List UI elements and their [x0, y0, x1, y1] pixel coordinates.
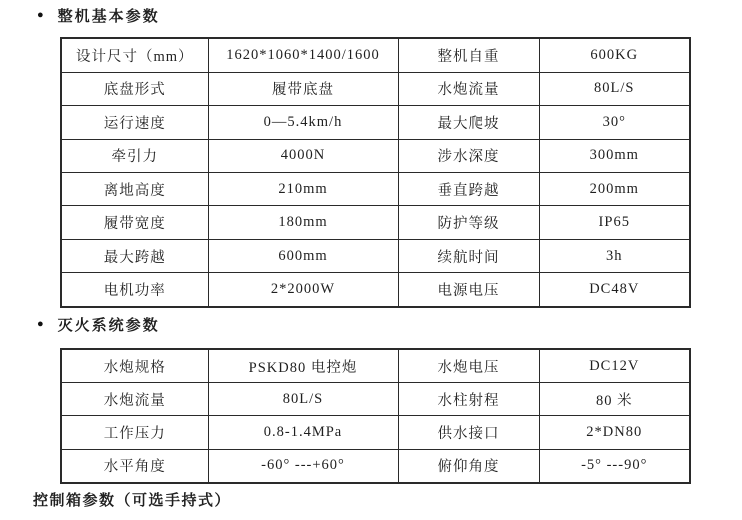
section-title-fire-system: 灭火系统参数: [57, 317, 160, 334]
param-label-cell: 涉水深度: [398, 139, 539, 172]
table-row: [61, 106, 690, 139]
param-label-cell: 底盘形式: [61, 72, 208, 105]
table-row: [61, 38, 690, 72]
param-label-cell: 垂直跨越: [398, 172, 539, 205]
param-value-cell: 600KG: [539, 38, 690, 72]
param-label-cell: 续航时间: [398, 239, 539, 272]
param-value-cell: 30°: [539, 106, 690, 139]
param-label-cell: 水柱射程: [398, 383, 539, 416]
param-value-cell: -5° ---90°: [539, 449, 690, 483]
param-label-cell: 水炮电压: [398, 349, 539, 383]
param-value-cell: PSKD80 电控炮: [208, 349, 398, 383]
param-value-cell: 300mm: [539, 139, 690, 172]
param-label-cell: 电源电压: [398, 273, 539, 307]
param-label-cell: 俯仰角度: [398, 449, 539, 483]
param-label-cell: 整机自重: [398, 38, 539, 72]
param-label-cell: 水平角度: [61, 449, 208, 483]
bullet-icon: ●: [37, 317, 44, 330]
table-row: [61, 273, 690, 307]
param-value-cell: IP65: [539, 206, 690, 239]
table-row: [61, 383, 690, 416]
param-label-cell: 水炮规格: [61, 349, 208, 383]
param-value-cell: 0.8-1.4MPa: [208, 416, 398, 449]
param-value-cell: 180mm: [208, 206, 398, 239]
param-label-cell: 离地高度: [61, 172, 208, 205]
param-value-cell: 2*2000W: [208, 273, 398, 307]
table-row: [61, 206, 690, 239]
param-label-cell: 最大跨越: [61, 239, 208, 272]
table-row: [61, 416, 690, 449]
table-row: [61, 72, 690, 105]
param-label-cell: 工作压力: [61, 416, 208, 449]
param-label-cell: 防护等级: [398, 206, 539, 239]
table-row: [61, 172, 690, 205]
table-row: [61, 449, 690, 483]
section-title-overall: 整机基本参数: [57, 8, 160, 25]
table-row: [61, 139, 690, 172]
param-label-cell: 水炮流量: [61, 383, 208, 416]
param-value-cell: DC48V: [539, 273, 690, 307]
param-label-cell: 履带宽度: [61, 206, 208, 239]
section-header-overall: [37, 6, 160, 24]
param-label-cell: 最大爬坡: [398, 106, 539, 139]
param-label-cell: 供水接口: [398, 416, 539, 449]
table-row: [61, 349, 690, 383]
param-value-cell: 200mm: [539, 172, 690, 205]
param-value-cell: 履带底盘: [208, 72, 398, 105]
param-value-cell: 80L/S: [208, 383, 398, 416]
param-value-cell: 3h: [539, 239, 690, 272]
param-value-cell: DC12V: [539, 349, 690, 383]
param-value-cell: -60° ---+60°: [208, 449, 398, 483]
footer-section-title: 控制箱参数（可选手持式）: [33, 493, 232, 509]
section-header-fire-system: [37, 315, 160, 333]
table-row: [61, 239, 690, 272]
param-label-cell: 运行速度: [61, 106, 208, 139]
bullet-icon: ●: [37, 8, 44, 21]
param-value-cell: 2*DN80: [539, 416, 690, 449]
param-label-cell: 水炮流量: [398, 72, 539, 105]
spec-table-overall: [60, 37, 691, 308]
param-label-cell: 牵引力: [61, 139, 208, 172]
param-value-cell: 80 米: [539, 383, 690, 416]
param-value-cell: 80L/S: [539, 72, 690, 105]
param-value-cell: 1620*1060*1400/1600: [208, 38, 398, 72]
param-label-cell: 电机功率: [61, 273, 208, 307]
param-value-cell: 210mm: [208, 172, 398, 205]
spec-table-fire-system: [60, 348, 691, 484]
param-value-cell: 600mm: [208, 239, 398, 272]
param-label-cell: 设计尺寸（mm）: [61, 38, 208, 72]
param-value-cell: 4000N: [208, 139, 398, 172]
param-value-cell: 0—5.4km/h: [208, 106, 398, 139]
